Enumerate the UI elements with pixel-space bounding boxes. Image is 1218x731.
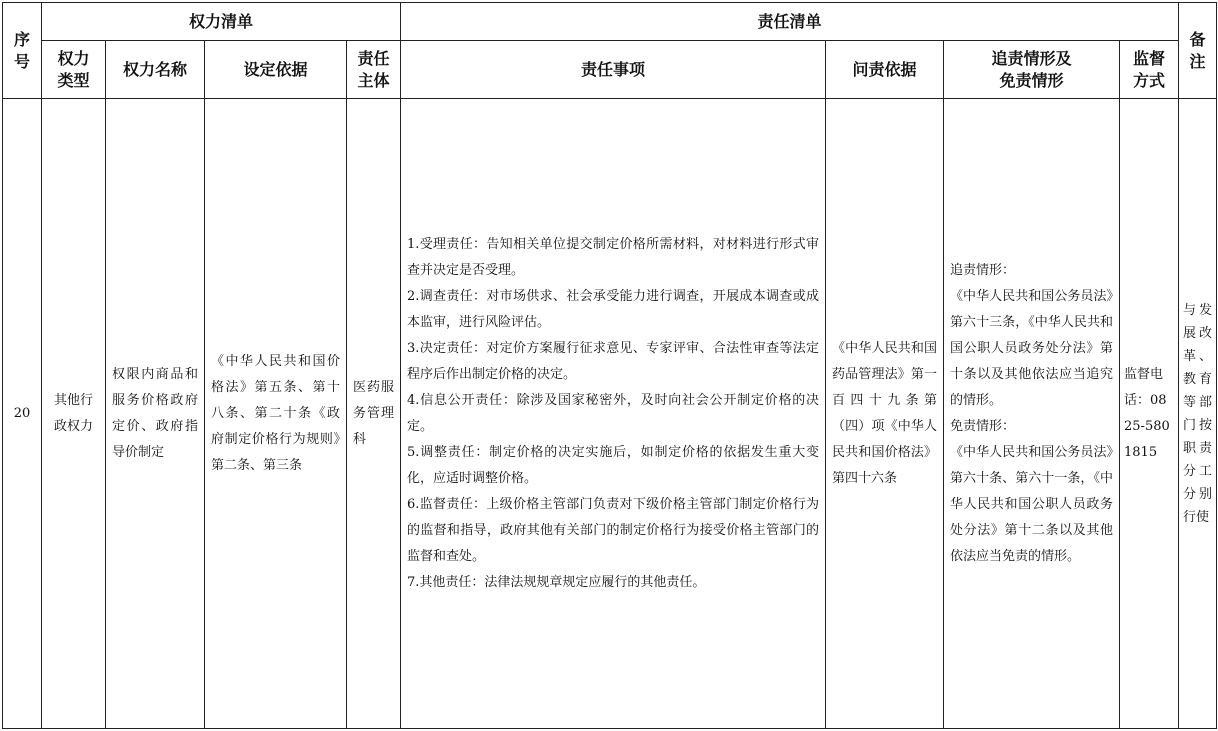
pursue-text: 《中华人民共和国公务员法》第六十三条，《中华人民共和国公职人员政务处分法》第十条以及其他依法应当追究的情形。: [950, 288, 1114, 408]
duty-item: 2.调查责任：对市场供求、社会承受能力进行调查，开展成本调查或成本监审，进行风险评估。: [407, 288, 820, 330]
header-accountability-situations: 追责情形及免责情形: [944, 41, 1120, 99]
cell-basis: 《中华人民共和国价格法》第五条、第十八条、第二十条《政府制定价格行为规则》第二条、第三条: [205, 99, 347, 729]
duty-item: 4.信息公开责任：除涉及国家秘密外，及时向社会公开制定价格的决定。: [407, 392, 820, 434]
duty-item: 7.其他责任：法律法规规章规定应履行的其他责任。: [407, 574, 706, 590]
header-duty-items: 责任事项: [401, 41, 826, 99]
cell-remark: 与发展改革、教育等部门按职责分工分别行使: [1179, 99, 1217, 729]
cell-duty-subject: 医药服务管理科: [347, 99, 401, 729]
cell-supervision: 监督电话：0825-5801815: [1120, 99, 1179, 729]
cell-duty-items: [401, 99, 826, 729]
header-duty-list: 责任清单: [401, 3, 1179, 41]
header-accountability-basis: 问责依据: [826, 41, 944, 99]
exempt-text: 《中华人民共和国公务员法》第六十条、第六十一条，《中华人民共和国公职人员政务处分法》第十二条以及其他依法应当免责的情形。: [950, 444, 1114, 564]
power-responsibility-table: [2, 2, 1217, 729]
header-basis: 设定依据: [205, 41, 347, 99]
header-supervision: 监督方式: [1120, 41, 1179, 99]
duty-item: 1.受理责任：告知相关单位提交制定价格所需材料，对材料进行形式审查并决定是否受理。: [407, 236, 820, 278]
exempt-label: 免责情形：: [950, 418, 1016, 434]
cell-seq: 20: [3, 99, 42, 729]
duty-item: 3.决定责任：对定价方案履行征求意见、专家评审、合法性审查等法定程序后作出制定价格的决定。: [407, 340, 820, 382]
header-duty-subject: 责任主体: [347, 41, 401, 99]
duty-item: 6.监督责任：上级价格主管部门负责对下级价格主管部门制定价格行为的监督和指导，政府其他有关部门的制定价格行为接受价格主管部门的监督和查处。: [407, 496, 820, 564]
header-seq: 序号: [3, 3, 42, 99]
cell-power-type: 其他行政权力: [42, 99, 106, 729]
cell-power-name: 权限内商品和服务价格政府定价、政府指导价制定: [106, 99, 205, 729]
header-power-name: 权力名称: [106, 41, 205, 99]
header-power-list: 权力清单: [42, 3, 401, 41]
header-remark: 备注: [1179, 3, 1217, 99]
cell-accountability-basis: 《中华人民共和国药品管理法》第一百四十九条第（四）项《中华人民共和国价格法》第四十六条: [826, 99, 944, 729]
cell-accountability-situations: [944, 99, 1120, 729]
pursue-label: 追责情形：: [950, 262, 1016, 278]
duty-item: 5.调整责任：制定价格的决定实施后，如制定价格的依据发生重大变化，应适时调整价格。: [407, 444, 820, 486]
header-power-type: 权力类型: [42, 41, 106, 99]
